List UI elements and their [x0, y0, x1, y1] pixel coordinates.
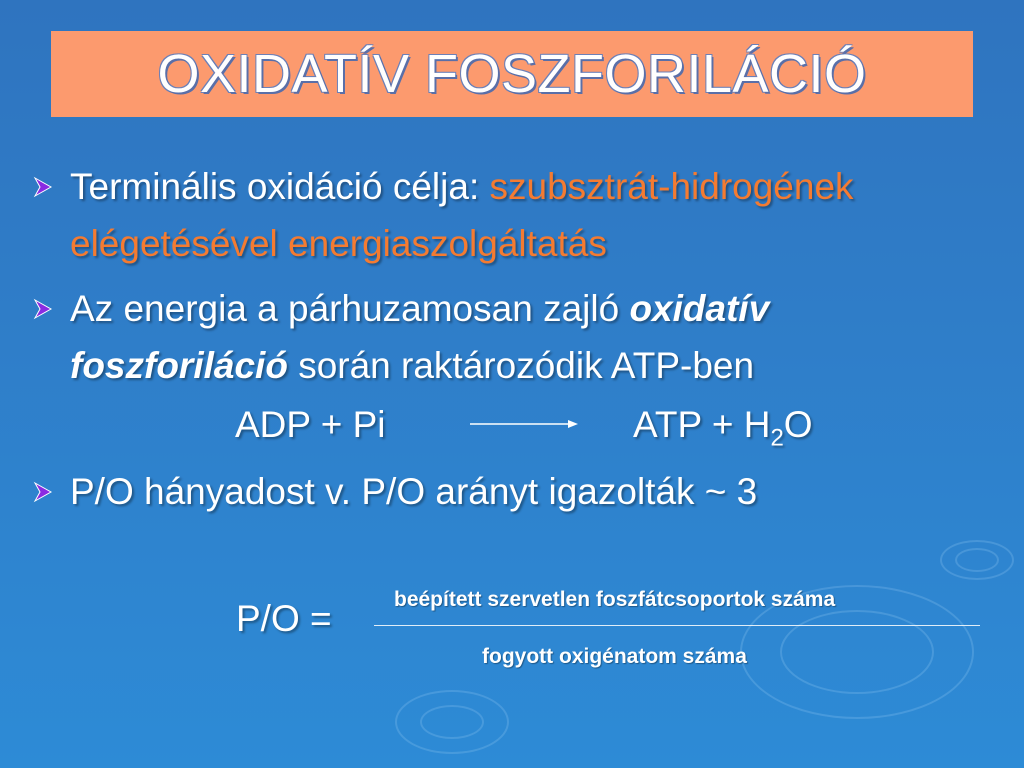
bullet-accent-text: szubsztrát-hidrogének elégetésével energiaszolgáltatás: [70, 166, 854, 264]
ratio-denominator: fogyott oxigénatom száma: [482, 645, 747, 668]
arrowhead-bullet-icon: [32, 298, 54, 320]
ripple-decoration: [955, 548, 999, 572]
title-box: [51, 31, 973, 117]
bullet-item: [70, 158, 990, 272]
subscript: 2: [770, 424, 784, 452]
bullet-item: [70, 280, 990, 394]
bullet-emphasis: oxidatív foszforiláció: [70, 288, 770, 386]
bullet-item: [70, 463, 990, 520]
reaction-arrow-icon: [470, 417, 580, 431]
ripple-decoration: [420, 705, 484, 739]
bullet-text: Terminális oxidáció célja:: [70, 166, 490, 207]
bullet-text-end: során raktározódik ATP-ben: [287, 345, 755, 386]
equation-right: ATP + $H_2O$: [633, 404, 813, 452]
arrowhead-bullet-icon: [32, 481, 54, 503]
bullet-text: P/O hányadost v. P/O arányt igazolták ~ 3: [70, 471, 758, 512]
ripple-decoration: [780, 610, 934, 694]
ratio-numerator: beépített szervetlen foszfátcsoportok száma: [394, 588, 836, 611]
bullet-text: Az energia a párhuzamosan zajló: [70, 288, 630, 329]
slide-title: OXIDATÍV FOSZFORILÁCIÓ: [157, 44, 867, 104]
ratio-label: P/O =: [236, 598, 332, 639]
fraction-line: [374, 625, 980, 626]
arrowhead-bullet-icon: [32, 176, 54, 198]
equation-left: ADP + Pi: [235, 404, 386, 445]
